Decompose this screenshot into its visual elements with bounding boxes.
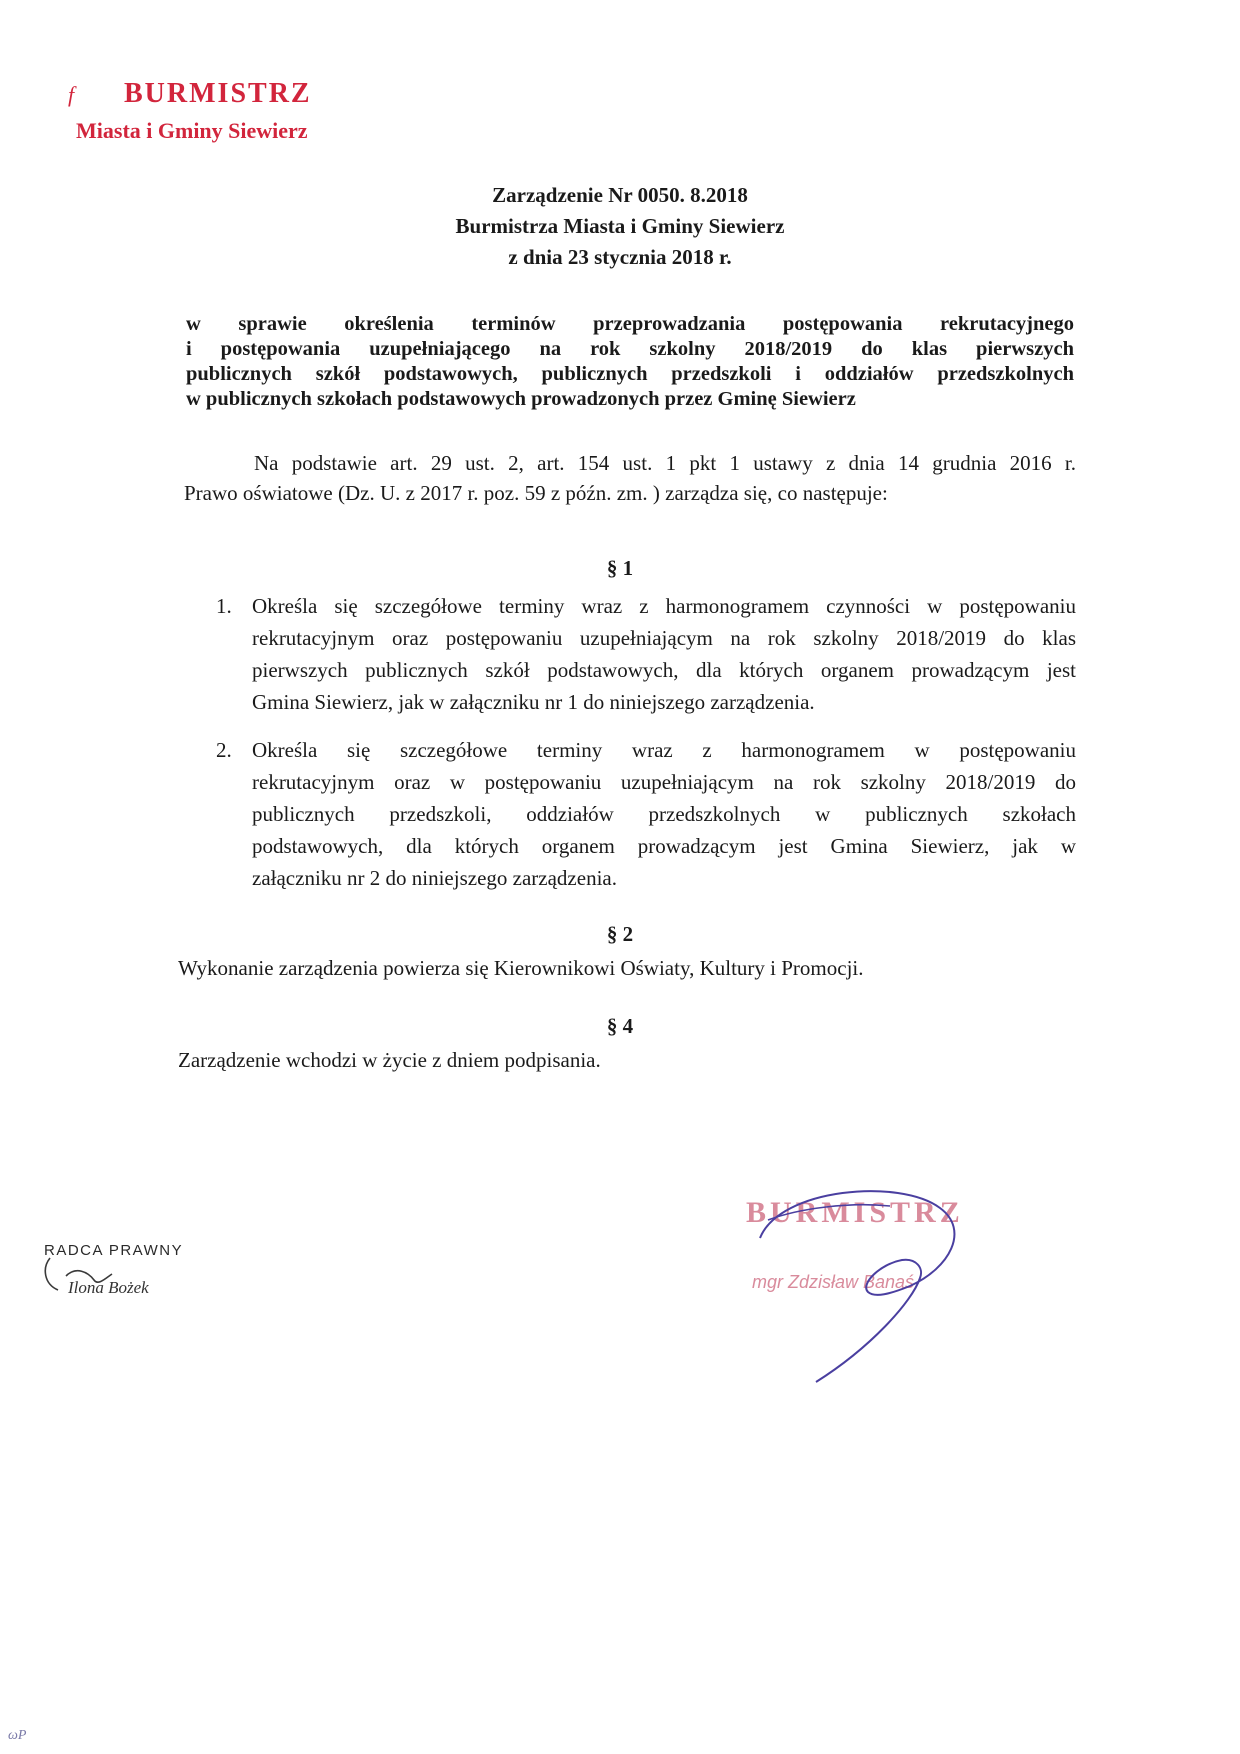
item-line: Określa się szczegółowe terminy wraz z harmonogramem czynności w postępowaniu [252,594,1076,618]
stamp-mark: f [68,82,75,107]
item-line: załączniku nr 2 do niniejszego zarządzenia. [252,866,617,890]
legal-advisor-stamp [36,1238,216,1308]
legal-advisor-title: RADCA PRAWNY [44,1242,184,1259]
section-1-heading: § 1 [606,556,634,580]
section-4-heading: § 4 [606,1014,634,1038]
legal-advisor-signature-icon [36,1238,216,1308]
item-number: 1. [216,594,232,618]
document-subject [186,312,1074,412]
stamp-title: BURMISTRZ [124,78,312,109]
legal-basis [184,448,1076,508]
item-line: Gmina Siewierz, jak w załączniku nr 1 do niniejszego zarządzenia. [252,690,815,714]
subject-line: i postępowania uzupełniającego na rok szkolny 2018/2019 do klas pierwszych [186,338,1074,360]
stamp-subtitle: Miasta i Gminy Siewierz [76,118,308,143]
subject-line: publicznych szkół podstawowych, publicznych przedszkoli i oddziałów przedszkolnych [186,363,1074,385]
item-line: rekrutacyjnym oraz postępowaniu uzupełniającym na rok szkolny 2018/2019 do klas [252,626,1076,650]
mayor-stamp-name: mgr Zdzisław Banaś [752,1272,915,1292]
legal-advisor-name: Ilona Bożek [68,1278,149,1297]
corner-mark: ωP [8,1728,27,1743]
basis-line: Na podstawie art. 29 ust. 2, art. 154 ust. 1 pkt 1 ustawy z dnia 14 grudnia 2016 r. [254,451,1076,475]
title-number: Zarządzenie Nr 0050. 8.2018 [492,183,748,207]
item-line: Określa się szczegółowe terminy wraz z harmonogramem w postępowaniu [252,738,1076,762]
section-2-text: Wykonanie zarządzenia powierza się Kierownikowi Oświaty, Kultury i Promocji. [178,956,864,980]
subject-line: w sprawie określenia terminów przeprowadzania postępowania rekrutacyjnego [186,313,1074,335]
title-issuer: Burmistrza Miasta i Gminy Siewierz [455,214,785,238]
basis-line: Prawo oświatowe (Dz. U. z 2017 r. poz. 59 z późn. zm. ) zarządza się, co następuje: [184,481,888,505]
title-date: z dnia 23 stycznia 2018 r. [508,245,732,269]
mayor-stamp-title: BURMISTRZ [746,1196,964,1229]
item-line: pierwszych publicznych szkół podstawowych, dla których organem prowadzącym jest [252,658,1076,682]
document-title [0,180,1240,273]
mayor-stamp [740,1168,1020,1408]
item-line: rekrutacyjnym oraz w postępowaniu uzupełniającym na rok szkolny 2018/2019 do [252,770,1076,794]
item-number: 2. [216,738,232,762]
item-line: podstawowych, dla których organem prowadzącym jest Gmina Siewierz, jak w [252,834,1076,858]
subject-line: w publicznych szkołach podstawowych prowadzonych przez Gminę Siewierz [186,388,856,410]
section-4-text: Zarządzenie wchodzi w życie z dniem podpisania. [178,1048,601,1072]
mayor-signature-icon [740,1168,1020,1408]
section-2-heading: § 2 [606,922,634,946]
item-line: publicznych przedszkoli, oddziałów przedszkolnych w publicznych szkołach [252,802,1076,826]
